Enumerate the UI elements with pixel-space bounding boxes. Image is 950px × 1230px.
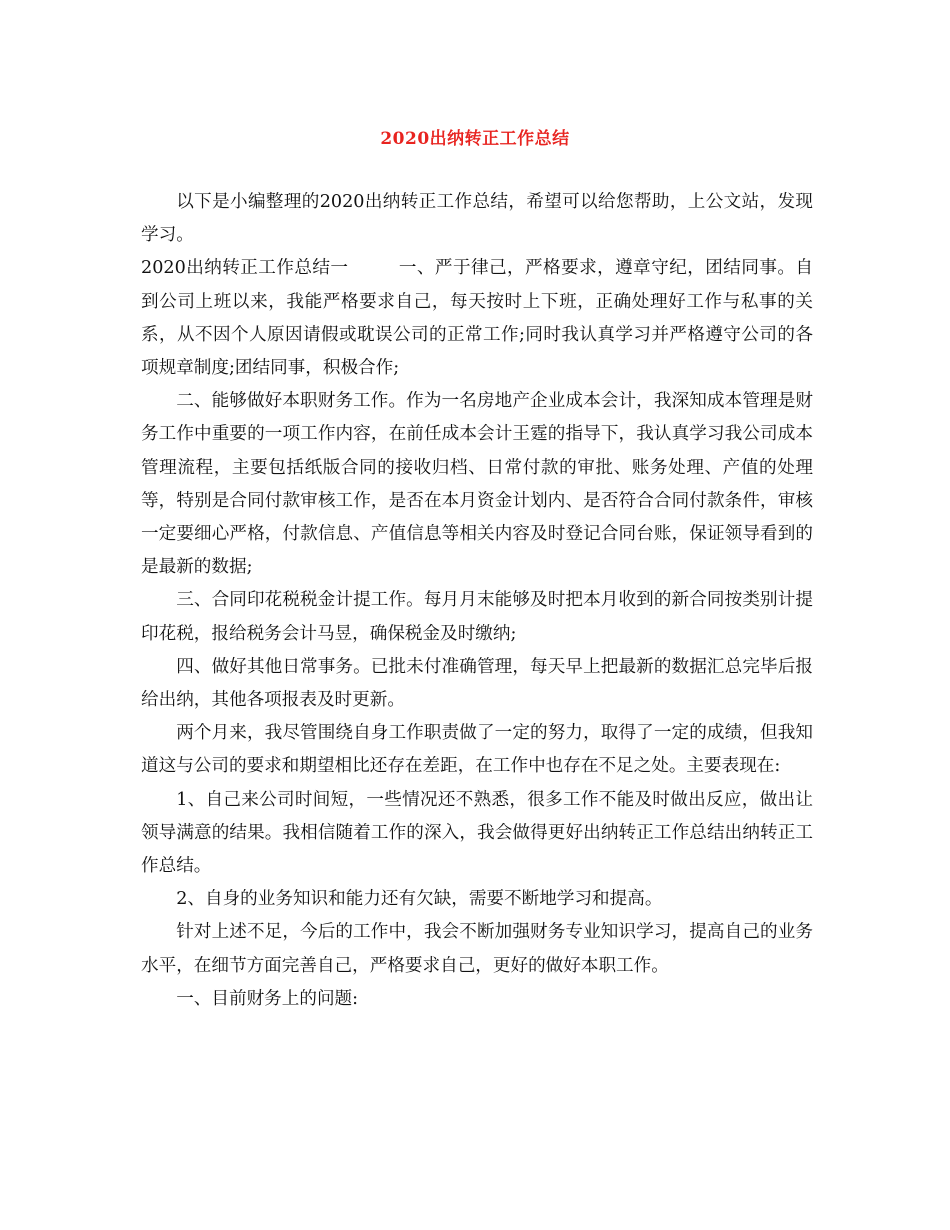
paragraph-6: 1、自己来公司时间短，一些情况还不熟悉，很多工作不能及时做出反应，做出让领导满意的结果。我相信随着工作的深入，我会做得更好出纳转正工作总结出纳转正工作总结。 bbox=[141, 789, 813, 877]
paragraph-2: 二、能够做好本职财务工作。作为一名房地产企业成本会计，我深知成本管理是财务工作中重要的一项工作内容，在前任成本会计王霆的指导下，我认真学习我公司成本管理流程，主要包括纸版合同的接收归档、日常付款的审批、账务处理、产值的处理等，特别是合同付款审核工作，是否在本月资金计划内、是否符合合同付款条件，审核一定要细心严格，付款信息、产值信息等相关内容及时登记合同台账，保证领导看到的是最新的数据; bbox=[141, 391, 813, 578]
document-title: 2020出纳转正工作总结 bbox=[380, 129, 570, 149]
paragraph-1-text: 一、严于律己，严格要求，遵章守纪，团结同事。自到公司上班以来，我能严格要求自己，每天按时上下班，正确处理好工作与私事的关系，从不因个人原因请假或耽误公司的正常工作;同时我认真学习并严格遵守公司的各项规章制度;团结同事，积极合作; bbox=[141, 258, 813, 379]
paragraph-5: 两个月来，我尽管围绕自身工作职责做了一定的努力，取得了一定的成绩，但我知道这与公司的要求和期望相比还存在差距，在工作中也存在不足之处。主要表现在: bbox=[141, 723, 813, 777]
section-heading: 2020出纳转正工作总结一 bbox=[141, 258, 349, 279]
paragraph-7: 2、自身的业务知识和能力还有欠缺，需要不断地学习和提高。 bbox=[176, 889, 663, 910]
paragraph-9: 一、目前财务上的问题: bbox=[176, 988, 359, 1009]
document-body bbox=[141, 186, 813, 1016]
paragraph-3: 三、合同印花税税金计提工作。每月月末能够及时把本月收到的新合同按类别计提印花税，报给税务会计马昱，确保税金及时缴纳; bbox=[141, 590, 813, 644]
paragraph-8: 针对上述不足，今后的工作中，我会不断加强财务专业知识学习，提高自己的业务水平，在细节方面完善自己，严格要求自己，更好的做好本职工作。 bbox=[141, 922, 813, 976]
paragraph-4: 四、做好其他日常事务。已批未付准确管理，每天早上把最新的数据汇总完毕后报给出纳，其他各项报表及时更新。 bbox=[141, 656, 813, 711]
section-paragraph-1 bbox=[141, 252, 813, 385]
intro-paragraph: 以下是小编整理的2020出纳转正工作总结，希望可以给您帮助，上公文站，发现学习。 bbox=[141, 192, 813, 246]
